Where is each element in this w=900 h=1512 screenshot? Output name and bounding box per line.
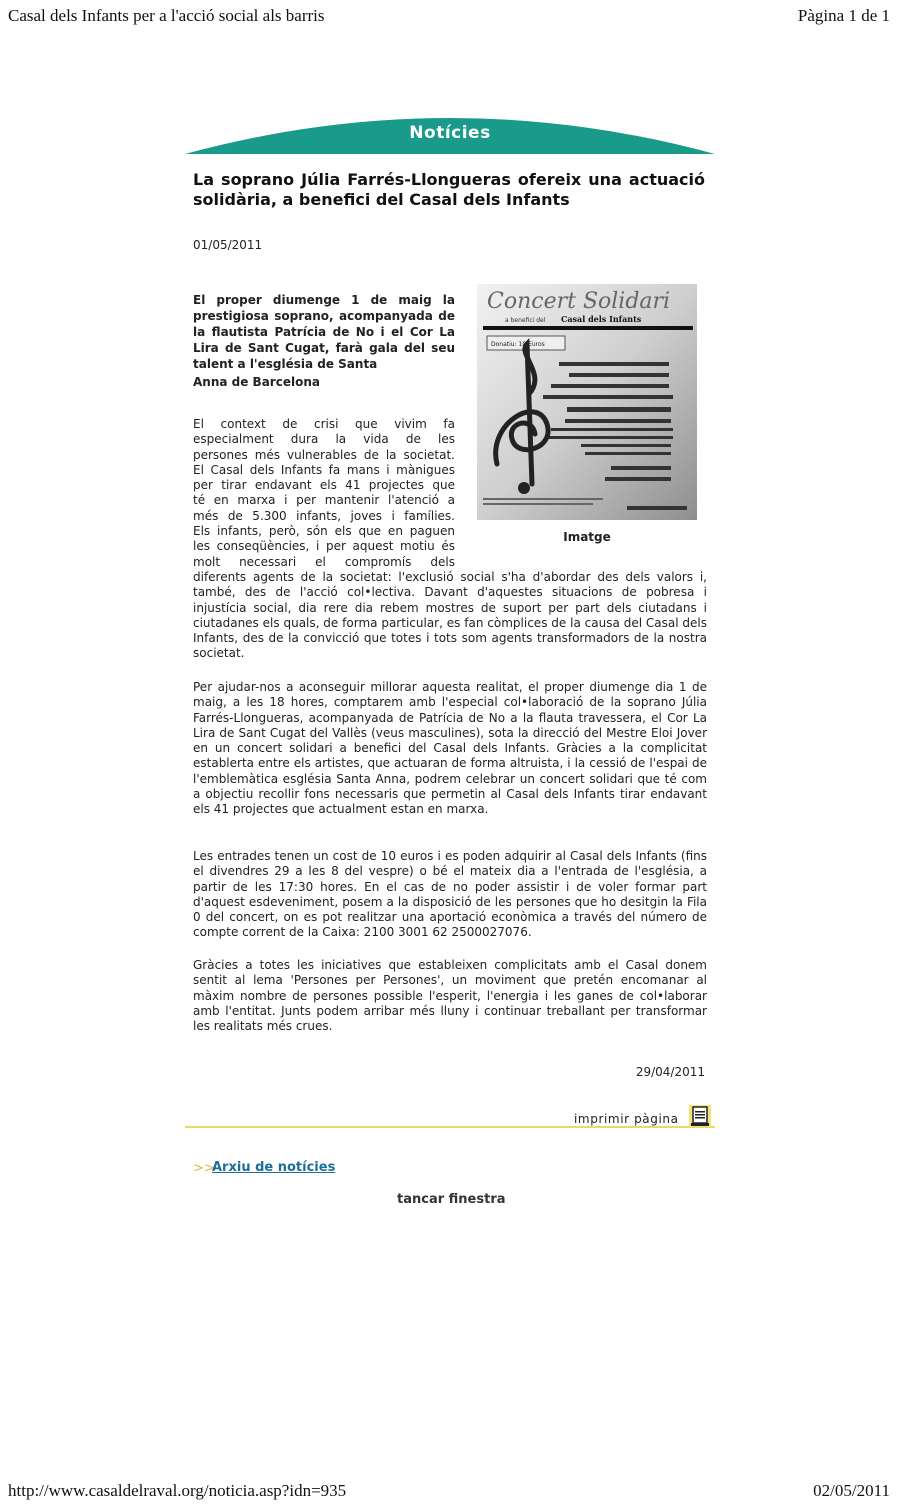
paragraph-line: més de 5.300 infants, joves i famílies. (193, 508, 455, 523)
article-paragraph-4: Gràcies a totes les iniciatives que estableixen complicitats amb el Casal donem sentit al lema 'Persones per Persones', un moviment que pretén encomanar al màxim nombre de persones possible l'esperit, l'energia i les ganes de col•laborar amb l'entitat. Junts podem arribar més lluny i continuar treballant per transformar les realitats més crues. (193, 958, 707, 1034)
print-header-title: Casal dels Infants per a l'acció social als barris (8, 6, 325, 25)
paragraph-line: Els infants, però, són els que en paguen (193, 524, 455, 539)
poster-title: Concert Solidari (487, 289, 671, 314)
news-archive-link[interactable]: Arxiu de notícies (212, 1160, 336, 1175)
paragraph-line: El Casal dels Infants fa mans i mànigues (193, 462, 455, 477)
article-title: La soprano Júlia Farrés-Llongueras ofereix una actuació solidària, a benefici del Casal dels Infants (193, 170, 705, 209)
article-paragraph-3: Les entrades tenen un cost de 10 euros i es poden adquirir al Casal dels Infants (fins el divendres 29 a les 8 del vespre) o bé el mateix dia a l'entrada de l'església, a partir de les 17:30 hores. En el cas de no poder assistir i de voler formar part d'aquest esdeveniment, posem a la disposició de les persones que ho desitgin la Fila 0 del concert, on es pot realitzar una aportació econòmica a través del número de compte corrent de la Caixa: 2100 3001 62 2500027076. (193, 849, 707, 940)
double-chevron-right-icon: >> (193, 1161, 215, 1176)
paragraph-line: per tirar endavant els 41 projectes que (193, 478, 455, 493)
print-divider (185, 1126, 715, 1128)
close-window-link[interactable]: tancar finestra (397, 1192, 506, 1207)
banner-title: Notícies (409, 123, 491, 143)
article-paragraph-1-rest: diferents agents de la societat: l'exclusió social s'ha d'abordar des dels valors i, també, des de l'acció col•lectiva. Davant d'aquestes situacions de pobresa i injustícia social, dia rere dia rebem mostres de suport per part dels ciutadans i ciutadanes els quals, de forma particular, es fan còmplices de la causa del Casal dels Infants, des de la convicció que totes i tots som agents transformadors de la nostra societat. (193, 570, 707, 661)
concert-poster-image (477, 284, 697, 520)
print-footer-url: http://www.casaldelraval.org/noticia.asp?idn=935 (8, 1481, 347, 1500)
paragraph-line: persones més vulnerables de la societat. (193, 447, 455, 462)
paragraph-line: especialment dura la vida de les (193, 432, 455, 447)
print-page-link[interactable]: imprimir pàgina (574, 1112, 679, 1126)
article-paragraph-2: Per ajudar-nos a aconseguir millorar aquesta realitat, el proper diumenge dia 1 de maig, a les 18 hores, comptarem amb l'especial col•laboració de la soprano Júlia Farrés-Llongueras, acompanyada de Patrícia de No a la flauta travessera, el Cor La Lira de Sant Cugat del Vallès (veus masculines), sota la direcció del Mestre Eloi Jover en un concert solidari a benefici del Casal dels Infants. Gràcies a la complicitat establerta entre els artistes, que actuaran de forma altruista, i la cessió de l'espai de l'emblemàtica església Santa Anna, podrem celebrar un concert solidari que té com a objectiu recollir fons necessaris que permetin al Casal dels Infants tirar endavant els 41 projectes que actualment estan en marxa. (193, 680, 707, 817)
article-lead: El proper diumenge 1 de maig la prestigiosa soprano, acompanyada de la flautista Patrícia de No i el Cor La Lira de Sant Cugat, farà gala del seu talent a l'església de Santa (193, 293, 455, 371)
article-paragraph-1-wrapped (193, 417, 455, 570)
poster-subtitle-bold: Casal dels Infants (561, 314, 642, 324)
poster-caption: Imatge (563, 530, 611, 544)
article-date-bottom: 29/04/2011 (635, 1065, 705, 1079)
article-lead-end: Anna de Barcelona (193, 375, 320, 389)
printer-icon[interactable] (688, 1104, 712, 1128)
print-footer-date: 02/05/2011 (813, 1481, 890, 1500)
paragraph-line: El context de crisi que vivim fa (193, 417, 455, 431)
paragraph-line: molt necessari el compromís dels (193, 554, 455, 569)
poster-price: Donatiu: 10 Euros (491, 341, 545, 348)
poster-subtitle: a benefici del (505, 317, 546, 324)
paragraph-line: té en marxa i per mantenir l'atenció a (193, 493, 455, 508)
paragraph-line: les conseqüències, i per aquest motiu és (193, 539, 455, 554)
print-header-page-number: Pàgina 1 de 1 (797, 6, 890, 25)
article-date: 01/05/2011 (193, 238, 263, 252)
